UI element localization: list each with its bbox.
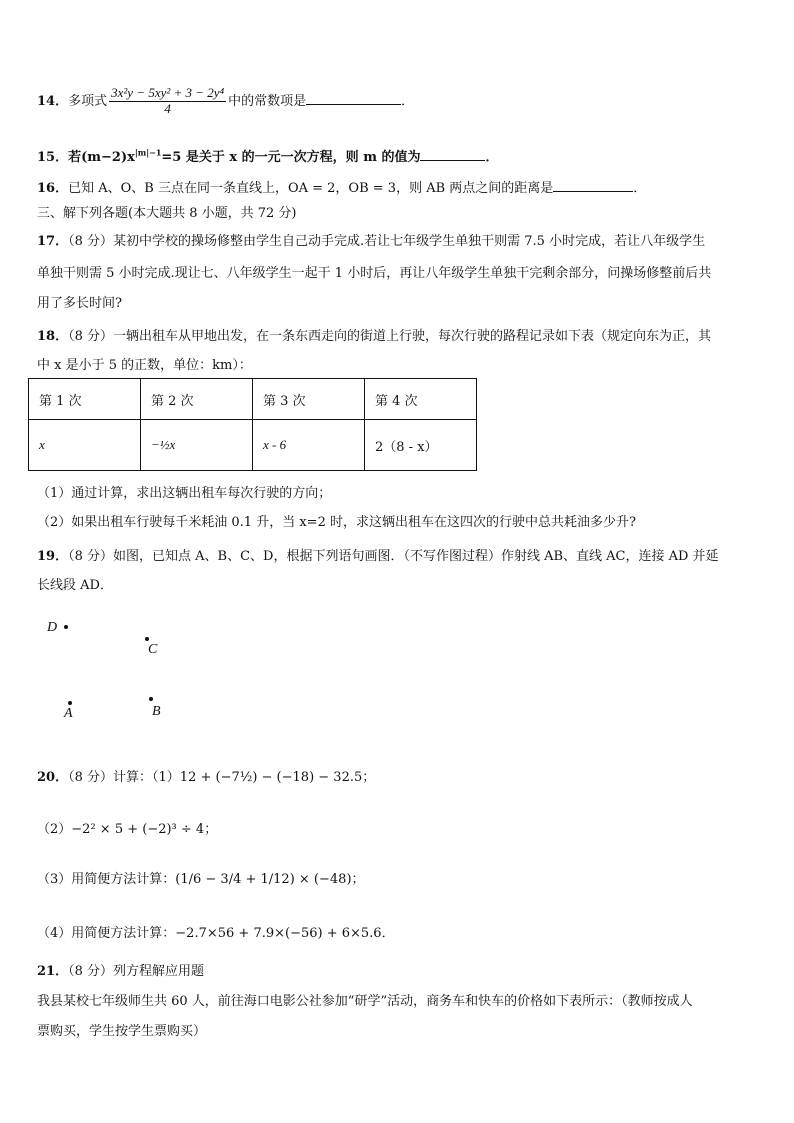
question-21-line-1: 我县某校七年级师生共 60 人，前往海口电影公社参加“研学”活动，商务车和快车的价格如下表所示：（教师按成人 [37,994,693,1009]
table-cell: x [29,420,141,471]
distance-record-table [28,378,477,471]
table-cell: 2（8 - x） [365,420,477,471]
question-text: 计算： [113,770,153,785]
question-19-line-1 [37,545,719,564]
point-label-c: C [148,642,158,657]
question-text: 一辆出租车从甲地出发，在一条东西走向的街道上行驶，每次行驶的路程记录如下表（规定向东为正，其 [113,329,712,344]
question-number: 19． [37,549,69,564]
score-label: （8 分） [68,770,113,785]
table-header-cell: 第 2 次 [141,379,253,420]
table-cell: −½x [141,420,253,471]
point-label-d: D [47,620,58,635]
question-18-sub-2: （2）如果出租车行驶每千米耗油 0.1 升，当 x=2 时，求这辆出租车在这四次的行驶中总共耗油多少升? [37,515,636,530]
question-20-part-3 [37,868,365,887]
question-17-line-3: 用了多长时间? [37,296,122,311]
polynomial-fraction [109,86,226,117]
question-16 [37,177,646,196]
question-text: 某初中学校的操场修整由学生自己动手完成.若让七年级学生单独干则需 7.5 小时完成，若让八年级学生 [113,234,706,249]
question-20-part-2 [37,818,217,837]
score-label: （8 分） [68,234,113,249]
math-expression: 12 + (−7½) − (−18) − 32.5； [179,770,376,785]
point-label-a: A [64,706,73,721]
point-c-dot [145,637,149,641]
part-label: （3）用简便方法计算： [37,872,176,887]
question-20-part-1 [37,766,375,785]
question-number: 18． [37,329,69,344]
question-14 [37,86,414,117]
question-number: 21． [37,964,69,979]
question-text: 多项式 [68,93,108,109]
table-cell: x - 6 [253,420,365,471]
question-17-line-2: 单独干则需 5 小时完成.现让七、八年级学生一起干 1 小时后，再让八年级学生单独干完剩余部分，问操场修整前后共 [37,266,712,281]
question-number: 20． [37,770,69,785]
point-d-dot [64,625,68,629]
answer-blank[interactable] [306,92,401,105]
question-text: 列方程解应用题 [113,964,205,979]
question-text: 若(m−2)x [68,150,135,165]
fraction-numerator: 3x²y − 5xy² + 3 − 2y⁴ [111,85,225,100]
punctuation: ． [485,150,499,165]
table-header-cell: 第 3 次 [253,379,365,420]
section-heading: 三、解下列各题(本大题共 8 小题，共 72 分) [37,206,297,221]
question-number: 15． [37,150,69,165]
point-label-b: B [152,704,161,719]
math-expression: (1/6 − 3/4 + 1/12) × (−48)； [175,872,365,887]
part-label: （1） [152,770,180,785]
question-19-line-2: 长线段 AD． [37,578,113,593]
punctuation: ． [633,181,647,196]
score-label: （8 分） [68,329,113,344]
score-label: （8 分） [68,549,113,564]
question-18-sub-1: （1）通过计算，求出这辆出租车每次行驶的方向； [37,486,332,501]
question-text: 中的常数项是 [228,93,307,109]
table-header-cell: 第 4 次 [365,379,477,420]
question-21-title [37,960,204,979]
table-header-row [29,379,477,420]
question-21-line-2: 票购买，学生按学生票购买） [37,1024,207,1039]
question-17-line-1 [37,230,705,249]
question-20-part-4 [37,922,395,941]
question-18-line-2: 中 x 是小于 5 的正数，单位：km）： [37,358,252,373]
part-label: （2） [37,822,72,837]
question-number: 17． [37,234,69,249]
point-a-dot [68,701,72,705]
math-expression: −2² × 5 + (−2)³ ÷ 4； [71,822,218,837]
table-header-cell: 第 1 次 [29,379,141,420]
answer-blank[interactable] [420,148,485,161]
punctuation: ． [401,93,415,109]
answer-blank[interactable] [553,179,633,192]
point-b-dot [149,697,153,701]
math-expression: −2.7×56 + 7.9×(−56) + 6×5.6． [175,926,395,941]
question-number: 16． [37,181,69,196]
fraction-denominator: 4 [164,100,171,116]
question-text: 如图，已知点 A、B、C、D，根据下列语句画图．（不写作图过程）作射线 AB、直线 AC，连接 AD 并延 [113,549,719,564]
question-15 [37,146,499,165]
question-number: 14． [37,93,69,109]
question-text: =5 是关于 x 的一元一次方程，则 m 的值为 [161,150,421,165]
part-label: （4）用简便方法计算： [37,926,176,941]
question-18-line-1 [37,325,711,344]
score-label: （8 分） [68,964,113,979]
table-value-row [29,420,477,471]
question-text: 已知 A、O、B 三点在同一条直线上，OA = 2，OB = 3，则 AB 两点之间的距离是 [68,181,554,196]
exponent: |m|−1 [134,147,162,158]
